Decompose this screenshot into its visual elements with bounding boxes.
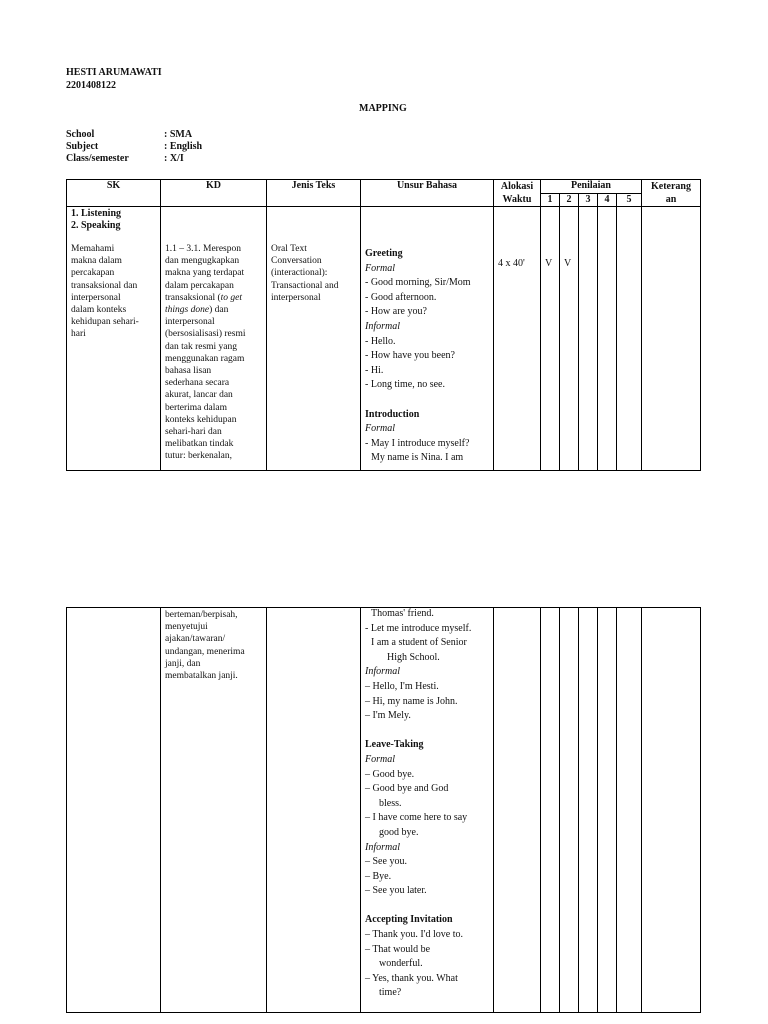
unsur-line: – I'm Mely.: [365, 710, 411, 722]
penilaian-1-cell: [541, 207, 560, 471]
unsur-line: time?: [379, 987, 402, 999]
unsur-line: High School.: [387, 651, 440, 663]
penilaian-3-cell-p2: [579, 608, 598, 1013]
author-name: HESTI ARUMAWATI: [66, 67, 162, 78]
unsur-line: Formal: [365, 753, 395, 765]
header-penilaian-3: 3: [579, 193, 598, 207]
unsur-line: Accepting Invitation: [365, 914, 453, 926]
kd-cell: [161, 207, 267, 471]
skill-listening: 1. Listening: [71, 208, 122, 219]
unsur-spacer: [365, 724, 493, 739]
info-value-class: : X/I: [164, 153, 184, 164]
unsur-line: – Good bye and God: [365, 783, 449, 795]
unsur-line: Leave-Taking: [365, 739, 424, 751]
jenis-text: Oral Text Conversation (interactional): Transactional and interpersonal: [271, 244, 339, 303]
sk-text: Memahami makna dalam percakapan transaksional dan interpersonal dalam konteks kehidupan sehari- hari: [71, 244, 139, 340]
unsur-text: Greeting Formal - Good morning, Sir/Mom - Good afternoon. - How are you? Informal - Hello. - How have you been? - Hi. - Long time, no see. Introduction Formal - May I introduce myself? My name is Nina. I am: [365, 248, 471, 464]
unsur-line: – See you later.: [365, 885, 427, 897]
mapping-table-page1: [66, 179, 701, 471]
unsur-line: I am a student of Senior: [371, 637, 467, 649]
unsur-line: Informal: [365, 841, 400, 853]
unsur-line: Informal: [365, 666, 400, 678]
header-penilaian-2: 2: [560, 193, 579, 207]
header-penilaian-5: 5: [617, 193, 642, 207]
unsur-line: – Hello, I'm Hesti.: [365, 680, 439, 692]
alokasi-cell-p2: [494, 608, 541, 1013]
header-alokasi: Alokasi Waktu: [494, 180, 541, 207]
info-label-subject: Subject: [66, 141, 99, 152]
jenis-cell-p2: [267, 608, 361, 1013]
keterangan-cell-p2: [642, 608, 701, 1013]
mapping-table-page2: [66, 607, 701, 1013]
penilaian-5-cell: [617, 207, 642, 471]
alokasi-cell: [494, 207, 541, 471]
penilaian-1-cell-p2: [541, 608, 560, 1013]
sk-cell-p2: [67, 608, 161, 1013]
unsur-line: – See you.: [365, 856, 407, 868]
info-value-subject: : English: [164, 141, 203, 152]
info-label-school: School: [66, 129, 95, 140]
alokasi-value: 4 x 40': [498, 258, 525, 269]
kd-text-p2: berteman/berpisah, menyetujui ajakan/tawaran/ undangan, menerima janji, dan membatalkan janji.: [165, 610, 245, 682]
check-mark-2: V: [564, 258, 572, 269]
unsur-cell-p2: [361, 608, 494, 1013]
header-penilaian-1: 1: [541, 193, 560, 207]
kd-cell-p2: [161, 608, 267, 1013]
keterangan-cell: [642, 207, 701, 471]
unsur-line: good bye.: [379, 826, 419, 838]
header-kd: KD: [161, 180, 267, 207]
kd-text: 1.1 – 3.1. Merespon dan mengugkapkan makna yang terdapat dalam percakapan transaksional (to get things done) dan interpersonal (bersosialisasi) resmi dan tak resmi yang menggunakan ragam bahasa lisan sederhana secara akurat, lancar dan berterima dalam konteks kehidupan sehari-hari dan melibatkan tindak tutur: berkenalan,: [165, 244, 246, 462]
penilaian-3-cell: [579, 207, 598, 471]
penilaian-2-cell-p2: [560, 608, 579, 1013]
info-value-school: : SMA: [164, 129, 193, 140]
unsur-cell: [361, 207, 494, 471]
header-penilaian-4: 4: [598, 193, 617, 207]
penilaian-4-cell: [598, 207, 617, 471]
penilaian-5-cell-p2: [617, 608, 642, 1013]
unsur-line: – Bye.: [365, 870, 392, 882]
header-sk: SK: [67, 180, 161, 207]
header-penilaian: Penilaian: [541, 180, 642, 194]
unsur-line: – Hi, my name is John.: [365, 695, 458, 707]
penilaian-2-cell: [560, 207, 579, 471]
header-keterangan: Keterang an: [642, 180, 701, 207]
jenis-cell: [267, 207, 361, 471]
unsur-line: – Yes, thank you. What: [365, 972, 458, 984]
unsur-line: Thomas' friend.: [371, 608, 434, 619]
unsur-line: – Good bye.: [365, 768, 415, 780]
skill-speaking: 2. Speaking: [71, 220, 121, 231]
unsur-line: – That would be: [365, 943, 431, 955]
unsur-spacer: [365, 899, 493, 914]
unsur-line: wonderful.: [379, 958, 423, 970]
unsur-text-p2: [365, 607, 493, 1001]
unsur-line: – Thank you. I'd love to.: [365, 929, 463, 941]
unsur-line: bless.: [379, 797, 402, 809]
penilaian-4-cell-p2: [598, 608, 617, 1013]
info-label-class: Class/semester: [66, 153, 129, 164]
page-title: MAPPING: [359, 103, 407, 114]
author-id: 2201408122: [66, 80, 116, 91]
unsur-line: – I have come here to say: [365, 812, 468, 824]
header-unsur-bahasa: Unsur Bahasa: [361, 180, 494, 207]
unsur-line: - Let me introduce myself.: [365, 622, 472, 634]
sk-cell: [67, 207, 161, 471]
check-mark-1: V: [545, 258, 553, 269]
header-jenis-teks: Jenis Teks: [267, 180, 361, 207]
